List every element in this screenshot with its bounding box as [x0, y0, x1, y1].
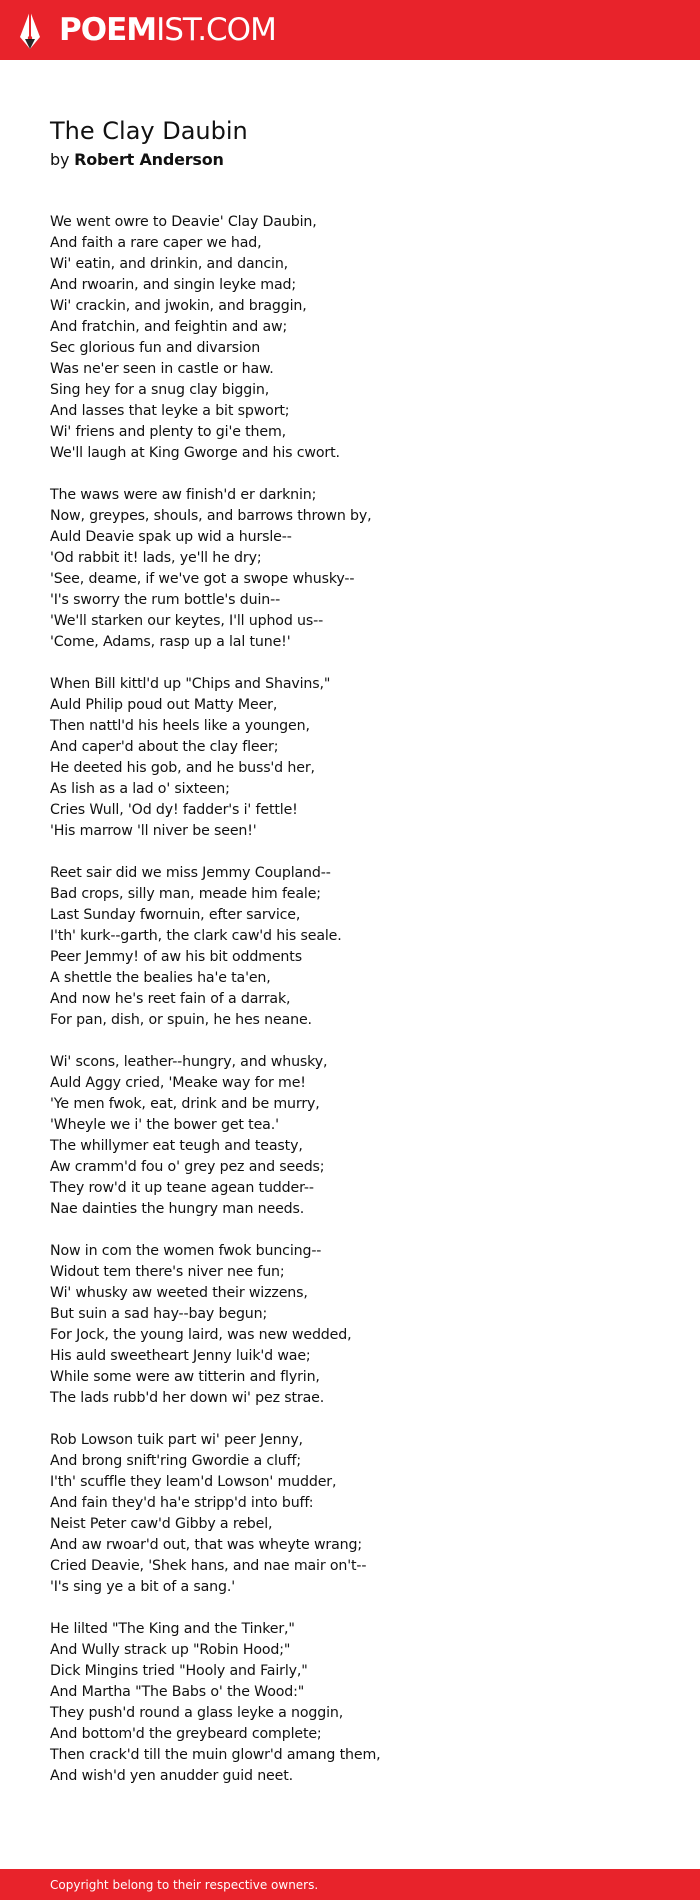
- poem-line: 'Od rabbit it! lads, ye'll he dry;: [50, 550, 262, 566]
- poem-stanza: [50, 1241, 650, 1409]
- site-logo-link[interactable]: [16, 9, 276, 51]
- poem-line: When Bill kittl'd up "Chips and Shavins,": [50, 676, 331, 692]
- poem-title: The Clay Daubin: [50, 117, 248, 145]
- poem-line: Sec glorious fun and divarsion: [50, 340, 261, 356]
- poem-stanza: [50, 485, 650, 653]
- poem-line: 'We'll starken our keytes, I'll uphod us--: [50, 613, 324, 629]
- poem-line: Sing hey for a snug clay biggin,: [50, 382, 270, 398]
- poem-line: Auld Deavie spak up wid a hursle--: [50, 529, 292, 545]
- copyright-notice: Copyright belong to their respective owners.: [50, 1878, 319, 1892]
- poem-line: 'I's sing ye a bit of a sang.': [50, 1579, 235, 1595]
- poem-line: Peer Jemmy! of aw his bit oddments: [50, 949, 302, 965]
- poem-line: Then nattl'd his heels like a youngen,: [50, 718, 310, 734]
- poem-content: [50, 114, 650, 1808]
- poem-line: Neist Peter caw'd Gibby a rebel,: [50, 1516, 273, 1532]
- poem-line: 'I's sworry the rum bottle's duin--: [50, 592, 281, 608]
- poem-line: And bottom'd the greybeard complete;: [50, 1726, 322, 1742]
- byline-prefix: by: [50, 150, 70, 169]
- poem-line: Wi' eatin, and drinkin, and dancin,: [50, 256, 289, 272]
- poem-line: And brong snift'ring Gwordie a cluff;: [50, 1453, 301, 1469]
- poem-line: And fratchin, and feightin and aw;: [50, 319, 288, 335]
- poem-line: 'Wheyle we i' the bower get tea.': [50, 1117, 279, 1133]
- poem-line: The whillymer eat teugh and teasty,: [50, 1138, 303, 1154]
- poem-author: Robert Anderson: [74, 150, 224, 169]
- poem-line: Auld Philip poud out Matty Meer,: [50, 697, 278, 713]
- poem-line: 'Come, Adams, rasp up a lal tune!': [50, 634, 291, 650]
- poem-line: And now he's reet fain of a darrak,: [50, 991, 291, 1007]
- poem-line: And lasses that leyke a bit spwort;: [50, 403, 290, 419]
- brand-name-light: IST.COM: [156, 12, 276, 48]
- poem-line: I'th' scuffle they leam'd Lowson' mudder,: [50, 1474, 337, 1490]
- poem-line: Wi' scons, leather--hungry, and whusky,: [50, 1054, 328, 1070]
- poem-line: Now, greypes, shouls, and barrows thrown by,: [50, 508, 372, 524]
- poem-stanza: [50, 863, 650, 1031]
- poem-line: Dick Mingins tried "Hooly and Fairly,": [50, 1663, 308, 1679]
- brand-name: [59, 9, 276, 51]
- poem-line: Last Sunday fwornuin, efter sarvice,: [50, 907, 301, 923]
- site-footer: [0, 1869, 700, 1900]
- poem-line: And caper'd about the clay fleer;: [50, 739, 279, 755]
- poem-stanza: [50, 1619, 650, 1787]
- poem-line: Widout tem there's niver nee fun;: [50, 1264, 285, 1280]
- poem-line: Then crack'd till the muin glowr'd amang them,: [50, 1747, 381, 1763]
- poem-line: Now in com the women fwok buncing--: [50, 1243, 322, 1259]
- poem-line: For pan, dish, or spuin, he hes neane.: [50, 1012, 312, 1028]
- poem-line: The lads rubb'd her down wi' pez strae.: [50, 1390, 325, 1406]
- poem-line: His auld sweetheart Jenny luik'd wae;: [50, 1348, 311, 1364]
- poem-line: Bad crops, silly man, meade him feale;: [50, 886, 321, 902]
- poem-line: Wi' friens and plenty to gi'e them,: [50, 424, 286, 440]
- poem-line: He lilted "The King and the Tinker,": [50, 1621, 295, 1637]
- poem-stanza: [50, 212, 650, 464]
- poem-line: And wish'd yen anudder guid neet.: [50, 1768, 293, 1784]
- poem-line: But suin a sad hay--bay begun;: [50, 1306, 268, 1322]
- poem-line: Nae dainties the hungry man needs.: [50, 1201, 305, 1217]
- pen-nib-icon: [16, 9, 44, 51]
- poem-line: The waws were aw finish'd er darknin;: [50, 487, 317, 503]
- poem-line: Wi' crackin, and jwokin, and braggin,: [50, 298, 307, 314]
- poem-line: As lish as a lad o' sixteen;: [50, 781, 230, 797]
- poem-line: And fain they'd ha'e stripp'd into buff:: [50, 1495, 314, 1511]
- poem-line: And Wully strack up "Robin Hood;": [50, 1642, 291, 1658]
- poem-line: Aw cramm'd fou o' grey pez and seeds;: [50, 1159, 325, 1175]
- poem-line: We went owre to Deavie' Clay Daubin,: [50, 214, 317, 230]
- poem-line: He deeted his gob, and he buss'd her,: [50, 760, 315, 776]
- brand-name-bold: POEM: [59, 12, 157, 48]
- poem-line: 'See, deame, if we've got a swope whusky--: [50, 571, 355, 587]
- poem-line: They push'd round a glass leyke a noggin,: [50, 1705, 344, 1721]
- poem-line: I'th' kurk--garth, the clark caw'd his seale.: [50, 928, 342, 944]
- poem-byline: [50, 148, 650, 172]
- poem-stanza: [50, 1430, 650, 1598]
- poem-line: And aw rwoar'd out, that was wheyte wrang;: [50, 1537, 362, 1553]
- poem-line: And Martha "The Babs o' the Wood:": [50, 1684, 305, 1700]
- poem-line: We'll laugh at King Gworge and his cwort.: [50, 445, 340, 461]
- poem-line: While some were aw titterin and flyrin,: [50, 1369, 320, 1385]
- poem-line: A shettle the bealies ha'e ta'en,: [50, 970, 271, 986]
- poem-line: Auld Aggy cried, 'Meake way for me!: [50, 1075, 306, 1091]
- poem-line: Reet sair did we miss Jemmy Coupland--: [50, 865, 331, 881]
- poem-line: 'His marrow 'll niver be seen!': [50, 823, 257, 839]
- poem-line: And faith a rare caper we had,: [50, 235, 262, 251]
- site-header: [0, 0, 700, 60]
- poem-line: And rwoarin, and singin leyke mad;: [50, 277, 297, 293]
- poem-line: Wi' whusky aw weeted their wizzens,: [50, 1285, 308, 1301]
- poem-line: For Jock, the young laird, was new wedded,: [50, 1327, 352, 1343]
- poem-line: Cries Wull, 'Od dy! fadder's i' fettle!: [50, 802, 298, 818]
- poem-stanza: [50, 1052, 650, 1220]
- poem-stanza: [50, 674, 650, 842]
- poem-line: Rob Lowson tuik part wi' peer Jenny,: [50, 1432, 303, 1448]
- poem-line: Cried Deavie, 'Shek hans, and nae mair on't--: [50, 1558, 367, 1574]
- poem-body: [50, 212, 650, 1787]
- poem-line: Was ne'er seen in castle or haw.: [50, 361, 274, 377]
- poem-line: 'Ye men fwok, eat, drink and be murry,: [50, 1096, 320, 1112]
- poem-line: They row'd it up teane agean tudder--: [50, 1180, 314, 1196]
